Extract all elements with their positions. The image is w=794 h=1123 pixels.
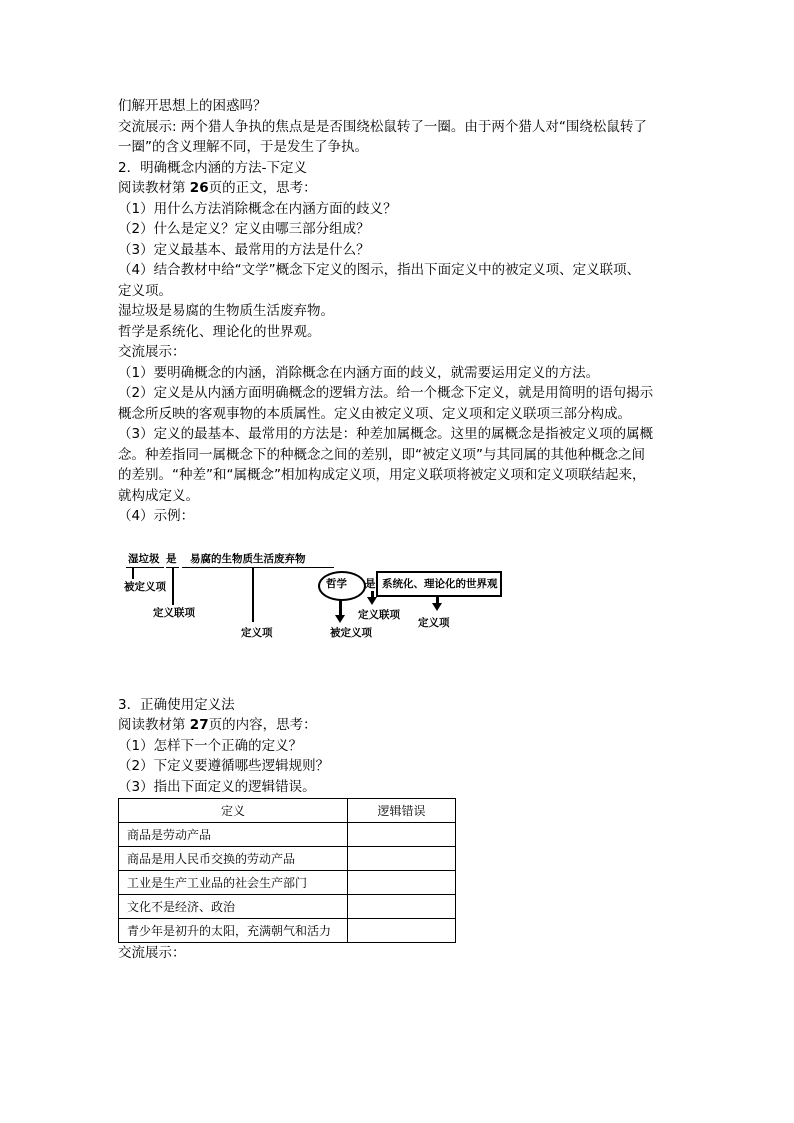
reading-instruction: 阅读教材第 26页的正文，思考： [118,180,317,196]
error-cell[interactable] [348,823,456,847]
definition-cell: 商品是用人民币交换的劳动产品 [119,847,348,871]
page-number: 26 [189,180,209,196]
right-definiens: 系统化、理论化的世界观 [382,577,498,590]
table-row [119,919,456,943]
error-cell[interactable] [348,919,456,943]
down-arrow-icon [432,603,442,611]
question: （3）定义最基本、最常用的方法是什么？ [118,241,370,258]
table-row [119,847,456,871]
header-logic-error: 逻辑错误 [348,799,456,823]
right-term: 哲学 [326,577,347,590]
document-page [118,96,678,964]
definition-diagram [118,535,678,695]
definition-cell: 商品是劳动产品 [119,823,348,847]
question: （4）结合教材中给“文学”概念下定义的图示，指出下面定义中的被定义项、定义联项、 [118,262,641,278]
answer: 概念所反映的客观事物的本质属性。定义由被定义项、定义项和定义联项三部分构成。 [118,405,631,422]
answer: 念。种差指同一属概念下的种概念之间的差别，即“被定义项”与其同属的其他种概念之间 [118,446,645,463]
question: 定义项。 [118,282,172,299]
left-label-term: 被定义项 [124,580,166,593]
table-row [119,895,456,919]
question: （3）指出下面定义的逻辑错误。 [118,778,316,795]
reading-instruction: 阅读教材第 27页的内容，思考： [118,717,317,733]
header-definition: 定义 [119,799,348,823]
section-2-title: 2．明确概念内涵的方法-下定义 [118,159,307,176]
right-label-copula: 定义联项 [358,608,400,621]
question: （1）用什么方法消除概念在内涵方面的歧义？ [118,200,397,217]
left-term: 湿垃圾 [128,552,160,565]
exchange-label: 交流展示： [118,945,186,961]
error-cell[interactable] [348,895,456,919]
answer: 就构成定义。 [118,487,199,504]
right-label-term: 被定义项 [330,626,372,639]
copula-connector [172,567,174,605]
answer: （1）要明确概念的内涵，消除概念在内涵方面的歧义，就需要运用定义的方法。 [118,364,600,381]
down-arrow-icon [335,615,345,623]
right-label-definiens: 定义项 [418,616,450,629]
paragraph: 一圈”的含义理解不同，于是发生了争执。 [118,139,368,155]
left-copula: 是 [166,552,177,565]
table-header-row [119,799,456,823]
answer: （3）定义的最基本、最常用的方法是：种差加属概念。这里的属概念是指被定义项的属概 [118,426,654,442]
example-sentence: 湿垃圾是易腐的生物质生活废弃物。 [118,303,334,319]
section-3-title: 3．正确使用定义法 [118,696,235,713]
definiens-underline [182,567,334,569]
definiens-connector [252,567,254,622]
term-connector [132,567,134,579]
example-sentence: 哲学是系统化、理论化的世界观。 [118,323,321,340]
down-arrow-icon [367,597,377,605]
error-cell[interactable] [348,871,456,895]
right-copula: 是 [365,577,376,590]
left-label-definiens: 定义项 [241,626,273,639]
table-row [119,871,456,895]
left-definiens: 易腐的生物质生活废弃物 [190,552,306,565]
paragraph: 们解开思想上的困惑吗？ [118,98,267,114]
left-label-copula: 定义联项 [153,606,195,619]
definition-cell: 工业是生产工业品的社会生产部门 [119,871,348,895]
error-cell[interactable] [348,847,456,871]
paragraph: 交流展示: 两个猎人争执的焦点是是否围绕松鼠转了一圈。由于两个猎人对“围绕松鼠转了 [118,118,647,135]
table-row [119,823,456,847]
question: （2）什么是定义？定义由哪三部分组成？ [118,221,370,237]
page-number: 27 [189,717,209,733]
question: （2）下定义要遵循哪些逻辑规则？ [118,758,330,774]
definition-cell: 青少年是初升的太阳，充满朝气和活力 [119,919,348,943]
definition-cell: 文化不是经济、政治 [119,895,348,919]
answer: 的差别。“种差”和“属概念”相加构成定义项，用定义联项将被定义项和定义项联结起来， [118,467,646,483]
exchange-label: 交流展示： [118,344,186,360]
definition-errors-table [118,798,456,943]
question: （1）怎样下一个正确的定义？ [118,737,303,754]
answer: （2）定义是从内涵方面明确概念的逻辑方法。给一个概念下定义，就是用简明的语句揭示 [118,385,654,401]
answer: （4）示例： [118,508,195,524]
